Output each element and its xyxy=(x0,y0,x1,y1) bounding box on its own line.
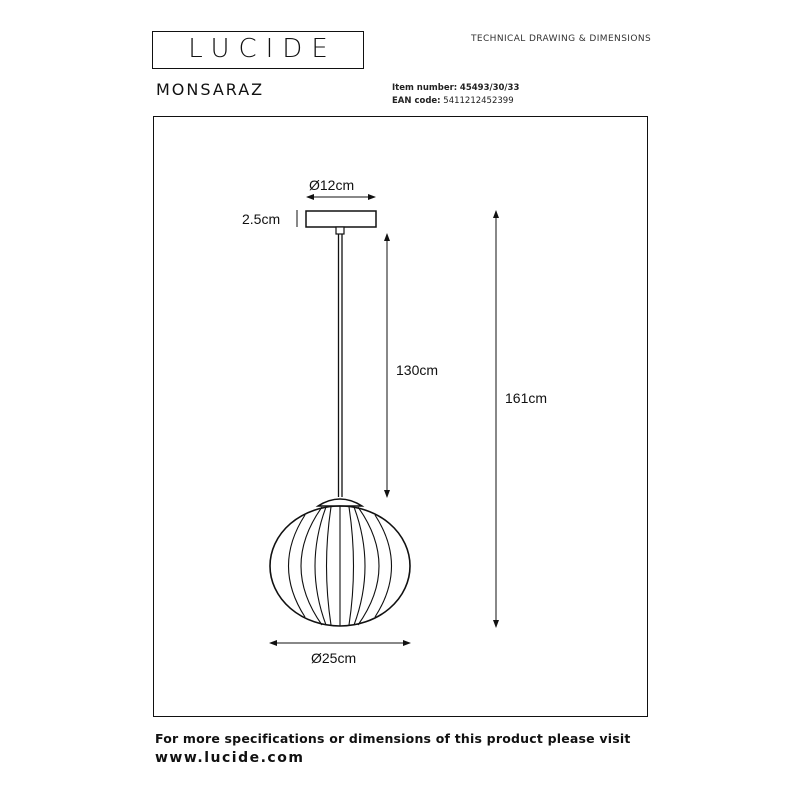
document-subtitle: TECHNICAL DRAWING & DIMENSIONS xyxy=(471,34,652,44)
ean-code-label: EAN code: xyxy=(392,96,441,106)
total-height-label: 161cm xyxy=(505,390,548,406)
product-name: MONSARAZ xyxy=(156,80,265,99)
item-number-label: Item number: xyxy=(392,83,458,93)
item-number-value: 45493/30/33 xyxy=(459,83,520,93)
shade-cap xyxy=(318,499,362,506)
canopy-height-label: 2.5cm xyxy=(242,211,281,227)
globe-shade xyxy=(270,506,410,626)
cord-length-label: 130cm xyxy=(396,362,439,378)
ceiling-canopy xyxy=(306,211,376,227)
cord-connector xyxy=(336,227,344,234)
website-link[interactable]: www.lucide.com xyxy=(155,750,305,766)
brand-logo-text: LUCIDE xyxy=(188,34,337,64)
shade-diameter-label: Ø25cm xyxy=(311,650,357,666)
footer-note: For more specifications or dimensions of this product please visit xyxy=(155,731,631,746)
canopy-diameter-label: Ø12cm xyxy=(309,177,355,193)
ean-code-value: 5411212452399 xyxy=(443,96,514,106)
